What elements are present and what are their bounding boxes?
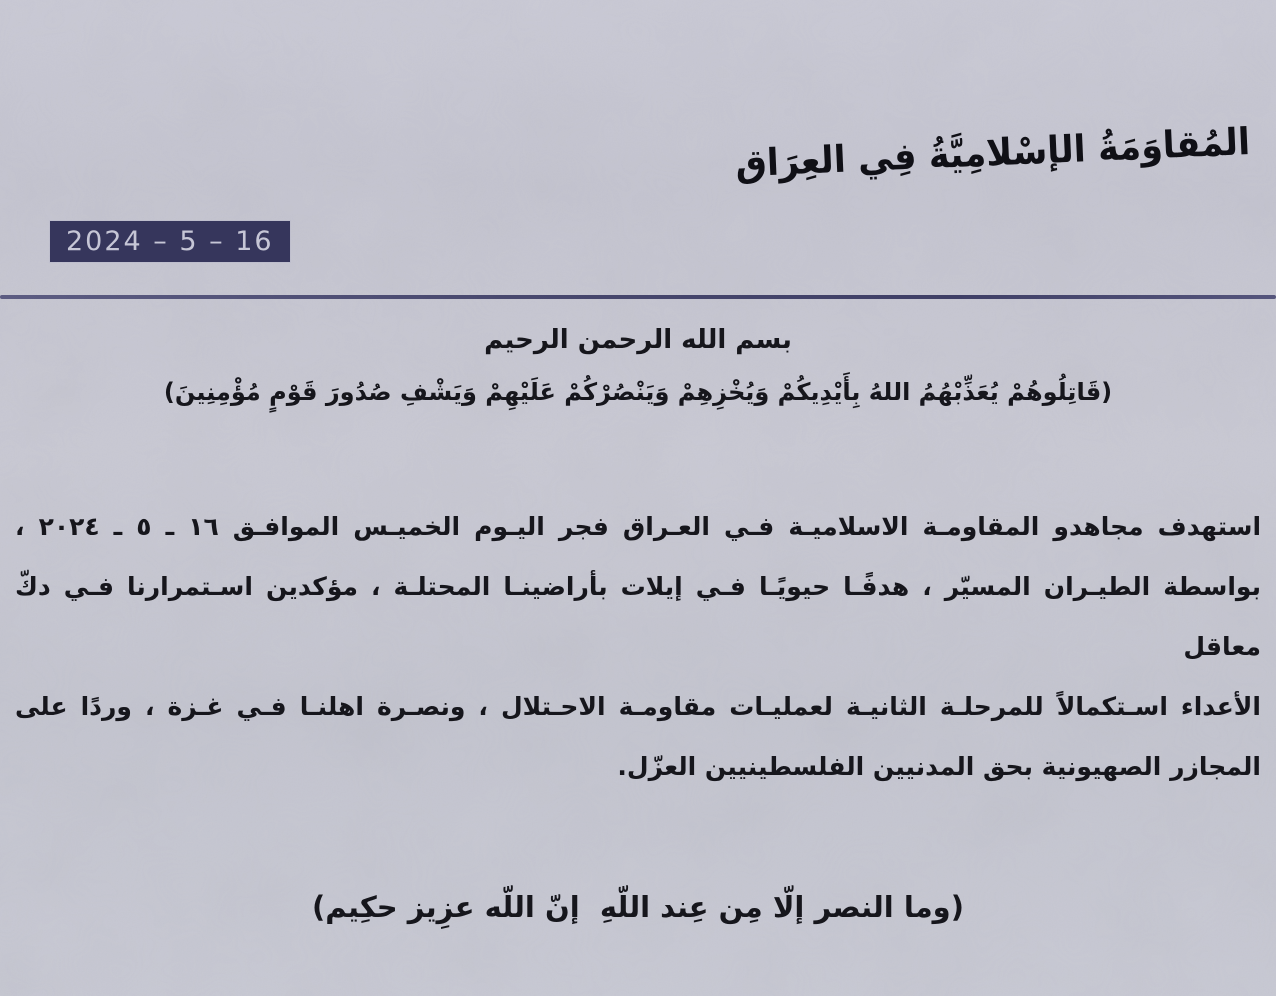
body-line-4: المجازر الصهيونية بحق المدنيين الفلسطينيين العزّل. [617, 752, 1261, 781]
basmala-text: بسم الله الرحمن الرحيم [484, 325, 792, 355]
body-line-1: استهدف مجاهدو المقاومـة الاسلاميـة فـي العـراق فجر اليـوم الخميـس الموافـق ١٦ ـ ٥ ـ ٢٠٢٤ ، [15, 512, 1262, 541]
header-divider [0, 295, 1276, 299]
body-line-2: بواسطة الطيـران المسيّر ، هدفًـا حيويًـا فـي إيلات بأراضينـا المحتلـة ، مؤكدين اسـتمرارنا فـي دكّ معاقل [15, 572, 1261, 661]
opening-quran-verse: (قَاتِلُوهُمْ يُعَذِّبْهُمُ اللهُ بِأَيْدِيكُمْ وَيُخْزِهِمْ وَيَنْصُرْكُمْ عَلَيْهِمْ وَيَشْفِ صُدُورَ قَوْمٍ مُؤْمِنِينَ) [163, 378, 1113, 406]
statement-body [15, 497, 1261, 797]
date-badge: 2024 – 5 – 16 [50, 221, 290, 262]
organization-logo-calligraphy: المُقاوَمَةُ الإسْلامِيَّةُ فِي العِرَاق [734, 120, 1251, 186]
body-line-3: الأعداء اسـتكمالاً للمرحلـة الثانيـة لعمليـات مقاومـة الاحـتلال ، ونصـرة اهلنـا فـي غـزة ، وردًا على [15, 692, 1261, 721]
closing-quran-verse: (وما النصر إلّا مِن عِند اللّهِ إنّ اللّه عزِيز حكِيم) [312, 890, 964, 924]
